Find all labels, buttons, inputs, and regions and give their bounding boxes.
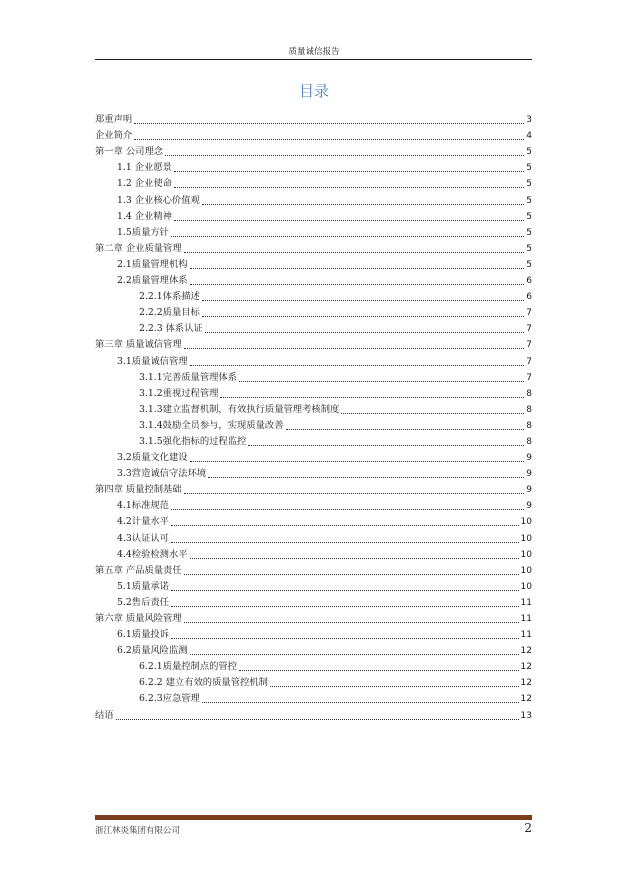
toc-entry-label: 3.1质量诚信管理	[117, 355, 188, 367]
toc-entry[interactable]	[95, 496, 532, 512]
toc-entry[interactable]	[95, 271, 532, 287]
toc-entry-page: 5	[526, 227, 532, 238]
toc-entry-label: 6.2.1质量控制点的管控	[139, 661, 238, 673]
toc-entry[interactable]	[95, 528, 532, 544]
toc-dot-leader	[134, 138, 524, 140]
toc-entry-label: 1.1 企业愿景	[117, 162, 172, 174]
toc-entry-page: 5	[526, 259, 532, 270]
toc-dot-leader	[190, 364, 525, 366]
toc-dot-leader	[184, 573, 519, 575]
toc-entry-label: 3.1.5强化指标的过程监控	[139, 435, 247, 447]
toc-entry-label: 第二章 企业质量管理	[95, 242, 182, 254]
toc-dot-leader	[174, 219, 524, 221]
toc-dot-leader	[184, 492, 525, 494]
toc-dot-leader	[239, 380, 524, 382]
toc-entry[interactable]	[95, 432, 532, 448]
toc-entry-label: 结语	[95, 709, 114, 721]
toc-dot-leader	[171, 541, 519, 543]
toc-entry-label: 4.4检验检测水平	[117, 548, 188, 560]
toc-entry-page: 10	[520, 581, 532, 592]
toc-entry[interactable]	[95, 287, 532, 303]
toc-entry[interactable]	[95, 448, 532, 464]
toc-entry[interactable]	[95, 512, 532, 528]
toc-entry-page: 13	[520, 710, 532, 721]
toc-entry-label: 6.2.2 建立有效的质量管控机制	[139, 677, 268, 689]
toc-entry[interactable]	[95, 673, 532, 689]
toc-entry-page: 6	[526, 292, 532, 303]
toc-entry-page: 9	[526, 469, 532, 480]
toc-entry-page: 4	[526, 131, 532, 142]
toc-entry-page: 9	[526, 501, 532, 512]
toc-entry[interactable]	[95, 223, 532, 239]
toc-entry[interactable]	[95, 384, 532, 400]
toc-entry-label: 3.1.1完善质量管理体系	[139, 371, 238, 383]
toc-entry-page: 8	[526, 404, 532, 415]
toc-dot-leader	[190, 653, 519, 655]
toc-entry-page: 3	[526, 115, 532, 126]
toc-dot-leader	[190, 557, 519, 559]
toc-entry[interactable]	[95, 689, 532, 705]
toc-entry-page: 5	[526, 147, 532, 158]
toc-entry-label: 2.2质量管理体系	[117, 275, 188, 287]
toc-entry[interactable]	[95, 593, 532, 609]
toc-entry-page: 8	[526, 420, 532, 431]
toc-dot-leader	[171, 524, 519, 526]
toc-entry[interactable]	[95, 319, 532, 335]
toc-entry-page: 5	[526, 163, 532, 174]
toc-entry-page: 12	[520, 662, 532, 673]
toc-dot-leader	[165, 154, 524, 156]
header-divider	[95, 59, 532, 60]
toc-entry-page: 7	[526, 308, 532, 319]
toc-dot-leader	[171, 589, 519, 591]
toc-entry[interactable]	[95, 368, 532, 384]
toc-entry[interactable]	[95, 705, 532, 721]
toc-dot-leader	[220, 396, 524, 398]
toc-entry[interactable]	[95, 110, 532, 126]
toc-entry-label: 1.4 企业精神	[117, 210, 172, 222]
toc-entry-page: 10	[520, 517, 532, 528]
toc-entry-label: 2.2.1体系描述	[139, 291, 200, 303]
toc-dot-leader	[202, 315, 524, 317]
toc-dot-leader	[202, 701, 519, 703]
toc-dot-leader	[239, 669, 519, 671]
toc-entry[interactable]	[95, 625, 532, 641]
toc-entry[interactable]	[95, 303, 532, 319]
toc-dot-leader	[248, 444, 524, 446]
page-header-title: 质量诚信报告	[288, 47, 340, 57]
toc-entry-page: 9	[526, 485, 532, 496]
toc-entry-page: 5	[526, 243, 532, 254]
toc-entry-page: 7	[526, 340, 532, 351]
toc-entry-label: 1.5质量方针	[117, 226, 169, 238]
toc-entry-page: 11	[520, 597, 532, 608]
toc-entry-label: 第五章 产品质量责任	[95, 564, 182, 576]
toc-entry-label: 5.1质量承诺	[117, 580, 169, 592]
toc-title: 目录	[298, 82, 329, 100]
toc-entry[interactable]	[95, 255, 532, 271]
toc-entry[interactable]	[95, 641, 532, 657]
toc-dot-leader	[270, 685, 519, 687]
toc-entry[interactable]	[95, 577, 532, 593]
toc-entry[interactable]	[95, 142, 532, 158]
toc-dot-leader	[190, 283, 525, 285]
toc-entry-label: 第四章 质量控制基础	[95, 484, 182, 496]
toc-dot-leader	[205, 331, 524, 333]
table-of-contents	[95, 110, 532, 722]
toc-entry-label: 6.1质量投诉	[117, 629, 169, 641]
toc-dot-leader	[208, 476, 524, 478]
toc-dot-leader	[171, 235, 524, 237]
toc-entry-label: 郑重声明	[95, 114, 133, 126]
toc-entry-label: 3.2质量文化建设	[117, 452, 188, 464]
toc-entry[interactable]	[95, 126, 532, 142]
toc-entry-label: 第三章 质量诚信管理	[95, 339, 182, 351]
toc-entry-page: 8	[526, 436, 532, 447]
toc-entry-label: 4.1标准规范	[117, 500, 169, 512]
toc-entry[interactable]	[95, 545, 532, 561]
toc-entry[interactable]	[95, 416, 532, 432]
toc-entry-page: 5	[526, 195, 532, 206]
toc-entry-label: 1.2 企业使命	[117, 178, 172, 190]
toc-entry-label: 3.1.3建立监督机制，有效执行质量管理考核制度	[139, 403, 340, 415]
toc-entry-label: 6.2质量风险监测	[117, 645, 188, 657]
toc-dot-leader	[190, 267, 525, 269]
toc-dot-leader	[174, 186, 524, 188]
toc-entry[interactable]	[95, 351, 532, 367]
toc-dot-leader	[171, 637, 519, 639]
toc-entry-label: 2.1质量管理机构	[117, 258, 188, 270]
toc-entry[interactable]	[95, 464, 532, 480]
footer-company-name: 浙江林炎集团有限公司	[95, 826, 181, 836]
footer-band	[95, 815, 532, 820]
toc-dot-leader	[286, 428, 525, 430]
toc-entry-page: 7	[526, 356, 532, 367]
toc-entry-label: 第六章 质量风险管理	[95, 613, 182, 624]
toc-entry-label: 第一章 公司理念	[95, 146, 164, 158]
toc-entry-label: 2.2.2质量目标	[139, 307, 200, 319]
toc-entry-label: 3.3营造诚信守法环境	[117, 468, 207, 480]
toc-entry-label: 3.1.2重视过程管理	[139, 387, 219, 399]
toc-entry[interactable]	[95, 400, 532, 416]
footer-page-number: 2	[524, 821, 532, 835]
toc-entry-page: 6	[526, 276, 532, 287]
toc-entry[interactable]	[95, 174, 532, 190]
toc-entry-label: 4.2计量水平	[117, 516, 169, 528]
toc-dot-leader	[202, 203, 524, 205]
toc-entry-page: 10	[520, 565, 532, 576]
toc-entry-label: 4.3认证认可	[117, 532, 169, 544]
toc-entry-label: 2.2.3 体系认证	[139, 323, 203, 335]
toc-dot-leader	[202, 299, 524, 301]
toc-entry-label: 企业简介	[95, 130, 133, 142]
toc-dot-leader	[116, 718, 519, 720]
toc-dot-leader	[184, 621, 519, 623]
toc-entry[interactable]	[95, 335, 532, 351]
toc-entry-page: 10	[520, 533, 532, 544]
toc-entry[interactable]	[95, 190, 532, 206]
toc-entry-label: 6.2.3应急管理	[139, 693, 200, 705]
toc-dot-leader	[171, 605, 519, 607]
toc-entry[interactable]	[95, 239, 532, 255]
toc-entry-page: 9	[526, 453, 532, 464]
toc-entry[interactable]	[95, 158, 532, 174]
toc-entry-page: 11	[520, 614, 532, 624]
toc-entry-label: 5.2售后责任	[117, 596, 169, 608]
toc-entry-page: 12	[520, 694, 532, 705]
toc-entry[interactable]	[95, 207, 532, 223]
toc-entry[interactable]	[95, 657, 532, 673]
toc-dot-leader	[184, 251, 525, 253]
toc-entry-page: 10	[520, 549, 532, 560]
toc-entry-page: 7	[526, 372, 532, 383]
toc-entry[interactable]	[95, 609, 532, 625]
toc-entry-page: 7	[526, 324, 532, 335]
toc-entry-label: 1.3 企业核心价值观	[117, 194, 200, 206]
toc-dot-leader	[174, 170, 524, 172]
toc-dot-leader	[341, 412, 524, 414]
toc-dot-leader	[134, 122, 524, 124]
toc-dot-leader	[184, 347, 525, 349]
toc-dot-leader	[190, 460, 525, 462]
toc-entry-page: 11	[520, 630, 532, 641]
toc-entry-page: 5	[526, 211, 532, 222]
toc-entry[interactable]	[95, 480, 532, 496]
toc-entry-page: 5	[526, 179, 532, 190]
toc-dot-leader	[171, 508, 524, 510]
toc-entry-label: 3.1.4鼓励全员参与，实现质量改善	[139, 419, 284, 431]
toc-entry-page: 12	[520, 678, 532, 689]
toc-entry-page: 12	[520, 646, 532, 657]
toc-entry-page: 8	[526, 388, 532, 399]
toc-entry[interactable]	[95, 561, 532, 577]
